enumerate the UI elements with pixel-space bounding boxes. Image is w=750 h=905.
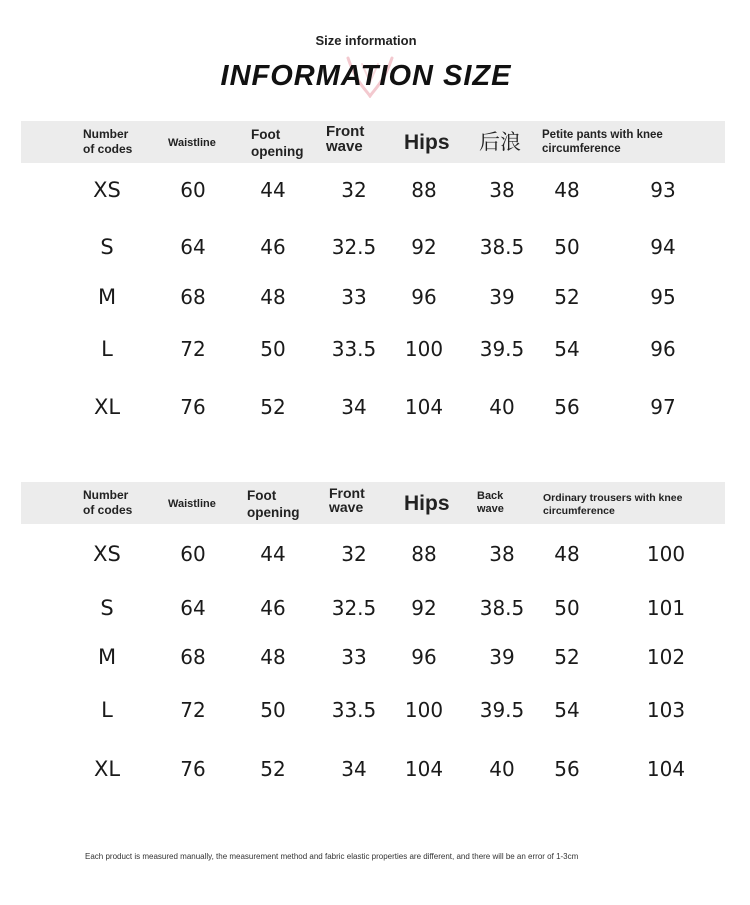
col-header-front: Front wave: [329, 485, 365, 515]
cell-front: 33: [341, 285, 367, 309]
cell-front: 33: [341, 645, 367, 669]
cell-foot: 50: [260, 337, 286, 361]
cell-size: XS: [93, 542, 121, 566]
cell-waist: 60: [180, 542, 206, 566]
cell-knee-a: 48: [554, 542, 580, 566]
cell-hips: 96: [411, 285, 437, 309]
cell-back: 39.5: [479, 337, 525, 361]
cell-foot: 52: [260, 395, 286, 419]
cell-size: L: [101, 337, 113, 361]
cell-knee-b: 94: [650, 235, 676, 259]
cell-knee-a: 54: [554, 698, 580, 722]
cell-hips: 88: [411, 542, 437, 566]
cell-knee-a: 56: [554, 757, 580, 781]
col-header-foot: Foot opening: [247, 488, 300, 520]
cell-front: 32: [341, 178, 367, 202]
cell-back: 40: [489, 395, 515, 419]
cell-knee-b: 95: [650, 285, 676, 309]
cell-foot: 52: [260, 757, 286, 781]
cell-hips: 88: [411, 178, 437, 202]
cell-front: 33.5: [331, 698, 377, 722]
cell-waist: 68: [180, 645, 206, 669]
cell-back: 38.5: [479, 596, 525, 620]
col-header-size: Number of codes: [83, 127, 133, 156]
cell-back: 39: [489, 645, 515, 669]
cell-waist: 68: [180, 285, 206, 309]
cell-size: XL: [93, 757, 121, 781]
cell-knee-b: 100: [646, 542, 686, 566]
cell-knee-a: 52: [554, 645, 580, 669]
cell-hips: 92: [411, 235, 437, 259]
cell-waist: 64: [180, 235, 206, 259]
cell-waist: 64: [180, 596, 206, 620]
cell-back: 38: [489, 542, 515, 566]
information-size-title: INFORMATION SIZE: [220, 60, 512, 92]
col-header-foot: Foot opening: [251, 127, 304, 159]
cell-foot: 48: [260, 285, 286, 309]
cell-waist: 72: [180, 337, 206, 361]
cell-back: 38: [489, 178, 515, 202]
cell-size: S: [100, 596, 114, 620]
col-header-waist: Waistline: [168, 498, 216, 510]
col-header-waist: Waistline: [168, 137, 216, 149]
cell-hips: 104: [404, 395, 444, 419]
cell-knee-b: 103: [646, 698, 686, 722]
cell-knee-a: 52: [554, 285, 580, 309]
cell-foot: 46: [260, 596, 286, 620]
cell-knee-b: 97: [650, 395, 676, 419]
cell-knee-a: 48: [554, 178, 580, 202]
col-header-knee: Petite pants with knee circumference: [542, 129, 663, 156]
cell-hips: 104: [404, 757, 444, 781]
col-header-hips: Hips: [404, 131, 450, 154]
cell-foot: 48: [260, 645, 286, 669]
col-header-size: Number of codes: [83, 488, 133, 517]
cell-foot: 50: [260, 698, 286, 722]
cell-waist: 76: [180, 757, 206, 781]
cell-front: 34: [341, 757, 367, 781]
cell-front: 33.5: [331, 337, 377, 361]
cell-waist: 60: [180, 178, 206, 202]
cell-size: S: [100, 235, 114, 259]
col-header-knee: Ordinary trousers with knee circumference: [543, 492, 683, 518]
measurement-footnote: Each product is measured manually, the measurement method and fabric elastic properties are different, and there will be an error of 1-3cm: [85, 852, 579, 861]
cell-knee-b: 102: [646, 645, 686, 669]
cell-waist: 72: [180, 698, 206, 722]
cell-back: 40: [489, 757, 515, 781]
cell-back: 39.5: [479, 698, 525, 722]
cell-size: M: [97, 645, 117, 669]
col-header-front: Front wave: [326, 123, 365, 155]
cell-foot: 46: [260, 235, 286, 259]
cell-hips: 96: [411, 645, 437, 669]
cell-back: 39: [489, 285, 515, 309]
cell-front: 34: [341, 395, 367, 419]
cell-front: 32.5: [331, 596, 377, 620]
cell-knee-b: 93: [650, 178, 676, 202]
cell-knee-a: 50: [554, 596, 580, 620]
col-header-hips: Hips: [404, 492, 450, 515]
cell-waist: 76: [180, 395, 206, 419]
cell-size: L: [101, 698, 113, 722]
cell-size: XL: [93, 395, 121, 419]
col-header-back: 后浪: [479, 131, 521, 154]
cell-hips: 92: [411, 596, 437, 620]
cell-knee-b: 96: [650, 337, 676, 361]
cell-foot: 44: [260, 542, 286, 566]
cell-size: XS: [93, 178, 121, 202]
cell-knee-a: 54: [554, 337, 580, 361]
cell-back: 38.5: [479, 235, 525, 259]
cell-hips: 100: [404, 698, 444, 722]
size-information-subtitle: Size information: [315, 33, 417, 48]
col-header-back: Back wave: [477, 490, 504, 515]
cell-front: 32: [341, 542, 367, 566]
cell-foot: 44: [260, 178, 286, 202]
cell-size: M: [97, 285, 117, 309]
cell-front: 32.5: [331, 235, 377, 259]
cell-knee-b: 101: [646, 596, 686, 620]
cell-knee-a: 56: [554, 395, 580, 419]
cell-hips: 100: [404, 337, 444, 361]
cell-knee-b: 104: [646, 757, 686, 781]
cell-knee-a: 50: [554, 235, 580, 259]
